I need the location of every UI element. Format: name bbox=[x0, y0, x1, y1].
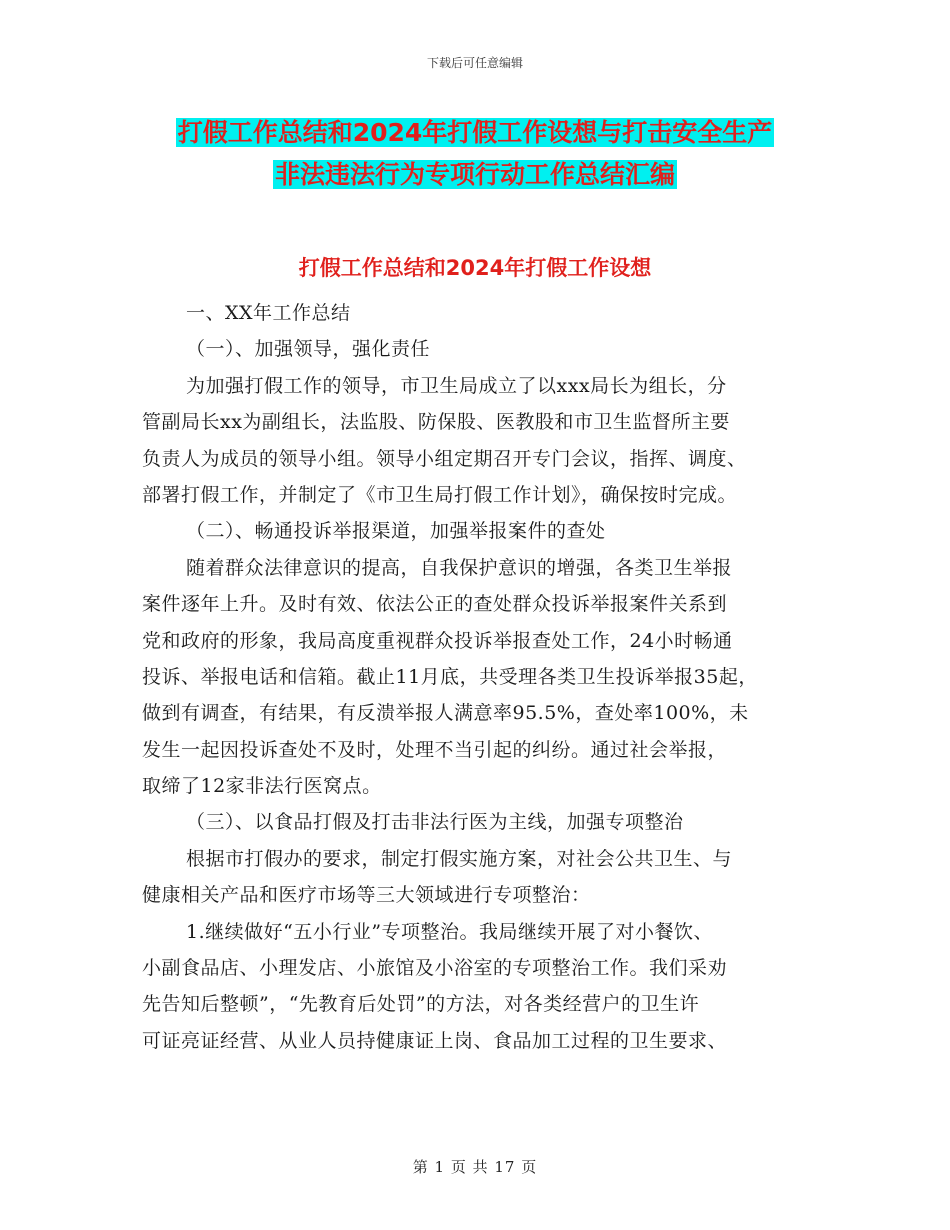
paragraph-line: 做到有调查，有结果，有反溃举报人满意率95.5%，查处率100%，未 bbox=[142, 702, 749, 725]
paragraph-line: 案件逐年上升。及时有效、依法公正的查处群众投诉举报案件关系到 bbox=[142, 593, 728, 616]
subheading-1: （一）、加强领导，强化责任 bbox=[186, 338, 431, 361]
paragraph-line: 党和政府的形象，我局高度重视群众投诉举报查处工作，24小时畅通 bbox=[142, 629, 733, 652]
document-body bbox=[142, 295, 832, 1059]
paragraph-line: 可证亮证经营、从业人员持健康证上岗、食品加工过程的卫生要求、 bbox=[142, 1029, 728, 1052]
paragraph-line: 发生一起因投诉查处不及时，处理不当引起的纠纷。通过社会举报， bbox=[142, 738, 728, 761]
subheading-3: （三）、以食品打假及打击非法行医为主线，加强专项整治 bbox=[186, 811, 684, 834]
paragraph-line: 负责人为成员的领导小组。领导小组定期召开专门会议，指挥、调度、 bbox=[142, 447, 747, 470]
title-line-1-text: 打假工作总结和2024年打假工作设想与打击安全生产 bbox=[177, 118, 773, 147]
title-line-2-text: 非法违法行为专项行动工作总结汇编 bbox=[274, 160, 675, 189]
subheading-2: （二）、畅通投诉举报渠道，加强举报案件的查处 bbox=[186, 520, 606, 543]
page-footer: 第 1 页 共 17 页 bbox=[412, 1158, 538, 1176]
paragraph-line: 根据市打假办的要求，制定打假实施方案，对社会公共卫生、与 bbox=[186, 847, 733, 870]
list-item-1: 1.继续做好“五小行业”专项整治。我局继续开展了对小餐饮、 bbox=[186, 920, 714, 943]
header-note: 下载后可任意编辑 bbox=[426, 56, 523, 70]
paragraph-line: 管副局长xx为副组长，法监股、防保股、医教股和市卫生监督所主要 bbox=[142, 411, 730, 434]
paragraph-line: 部署打假工作，并制定了《市卫生局打假工作计划》，确保按时完成。 bbox=[142, 483, 738, 506]
paragraph-line: 小副食品店、小理发店、小旅馆及小浴室的专项整治工作。我们采劝 bbox=[142, 957, 728, 980]
paragraph-line: 取缔了12家非法行医窝点。 bbox=[142, 775, 382, 798]
paragraph-line: 为加强打假工作的领导，市卫生局成立了以xxx局长为组长，分 bbox=[186, 374, 727, 397]
paragraph-line: 先告知后整顿”，“先教育后处罚”的方法，对各类经营户的卫生许 bbox=[142, 993, 700, 1016]
section-subtitle: 打假工作总结和2024年打假工作设想 bbox=[298, 256, 652, 280]
paragraph-line: 投诉、举报电话和信箱。截止11月底，共受理各类卫生投诉举报35起， bbox=[142, 665, 758, 688]
heading-work-summary: 一、XX年工作总结 bbox=[186, 302, 351, 324]
paragraph-line: 随着群众法律意识的提高，自我保护意识的增强，各类卫生举报 bbox=[186, 556, 733, 579]
document-title-line-2 bbox=[0, 158, 950, 192]
document-title-line-1 bbox=[0, 116, 950, 150]
paragraph-line: 健康相关产品和医疗市场等三大领域进行专项整治： bbox=[142, 884, 591, 907]
